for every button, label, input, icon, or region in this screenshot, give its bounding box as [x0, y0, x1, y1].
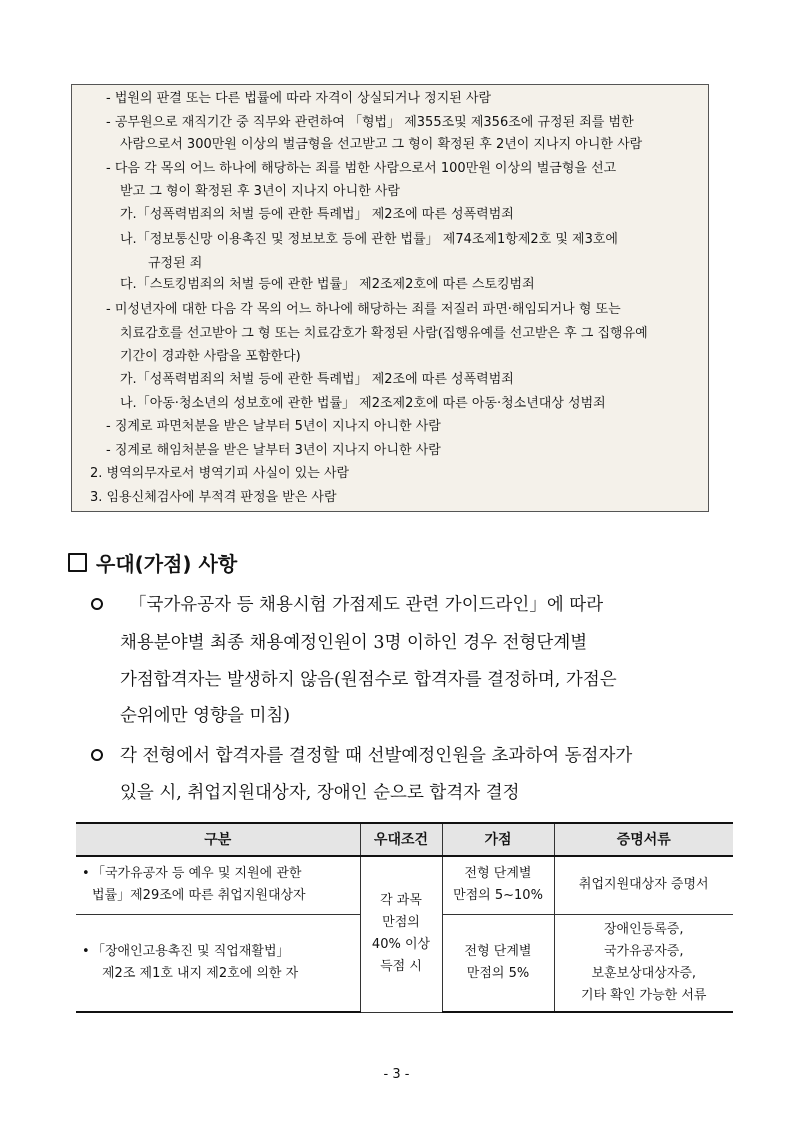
- header-points: 가점: [442, 823, 554, 856]
- points-cell: [442, 914, 554, 1012]
- header-documents: 증명서류: [554, 823, 733, 856]
- bullet-line: 순위에만 영향을 미침): [120, 706, 291, 726]
- points-text: 전형 단계별: [464, 943, 532, 959]
- box-line: - 공무원으로 재직기간 중 직무와 관련하여 「형법」 제355조및 제356조에 규정된 죄를 범한: [106, 115, 634, 130]
- box-line: 가.「성폭력범죄의 처벌 등에 관한 특례법」 제2조에 따른 성폭력범죄: [120, 372, 514, 387]
- bullet-line: 가점합격자는 발생하지 않음(원점수로 합격자를 결정하며, 가점은: [120, 670, 617, 690]
- box-line: - 징계로 해임처분을 받은 날부터 3년이 지나지 아니한 사람: [106, 443, 441, 458]
- box-line: 기간이 경과한 사람을 포함한다): [120, 349, 301, 364]
- checkbox-icon: [68, 553, 87, 572]
- page-number: - 3 -: [383, 1067, 410, 1082]
- points-text: 전형 단계별: [464, 866, 532, 882]
- document-text: 기타 확인 가능한 서류: [581, 987, 707, 1003]
- box-line: 나.「아동·청소년의 성보호에 관한 법률」 제2조제2호에 따른 아동·청소년대상 성범죄: [120, 396, 606, 411]
- condition-text: 만점의: [382, 915, 420, 931]
- category-cell: [76, 856, 360, 914]
- documents-cell: [554, 856, 733, 914]
- category-cell: [76, 914, 360, 1012]
- box-line: 나.「정보통신망 이용촉진 및 정보보호 등에 관한 법률」 제74조제1항제2호 및 제3호에: [120, 232, 618, 247]
- condition-text: 각 과목: [380, 893, 422, 909]
- disqualification-box: [71, 84, 709, 512]
- box-line: 규정된 죄: [148, 256, 203, 271]
- bullet-line: 각 전형에서 합격자를 결정할 때 선발예정인원을 초과하여 동점자가: [120, 746, 633, 766]
- category-text: 「국가유공자 등 예우 및 지원에 관한: [92, 866, 302, 882]
- box-line: - 법원의 판결 또는 다른 법률에 따라 자격이 상실되거나 정지된 사람: [106, 91, 492, 106]
- points-cell: [442, 856, 554, 914]
- document-text: 취업지원대상자 증명서: [578, 877, 709, 893]
- box-line: 사람으로서 300만원 이상의 벌금형을 선고받고 그 형이 확정된 후 2년이 지나지 아니한 사람: [120, 137, 643, 152]
- bullet-line: 채용분야별 최종 채용예정인원이 3명 이하인 경우 전형단계별: [120, 633, 588, 653]
- document-text: 국가유공자증,: [604, 943, 684, 959]
- bullet-line: 있을 시, 취업지원대상자, 장애인 순으로 합격자 결정: [120, 783, 520, 803]
- box-line: 받고 그 형이 확정된 후 3년이 지나지 아니한 사람: [120, 184, 400, 199]
- box-line: 치료감호를 선고받아 그 형 또는 치료감호가 확정된 사람(집행유예를 선고받은 후 그 집행유예: [120, 326, 648, 341]
- condition-cell: [360, 856, 442, 1012]
- documents-cell: [554, 914, 733, 1012]
- category-text: 제2조 제1호 내지 제2호에 의한 자: [102, 965, 299, 981]
- category-text: 「장애인고용촉진 및 직업재활법」: [92, 943, 290, 959]
- bullet-dot: •: [82, 943, 90, 959]
- box-line: 2. 병역의무자로서 병역기피 사실이 있는 사람: [90, 466, 350, 481]
- section-title: 우대(가점) 사항: [96, 551, 238, 576]
- points-text: 만점의 5~10%: [453, 888, 543, 904]
- circle-bullet-icon: [91, 749, 103, 761]
- section-heading: [68, 547, 237, 577]
- box-line: 가.「성폭력범죄의 처벌 등에 관한 특례법」 제2조에 따른 성폭력범죄: [120, 207, 514, 222]
- table-header-row: [76, 823, 733, 856]
- condition-text: 40% 이상: [371, 937, 431, 953]
- box-line: 3. 임용신체검사에 부적격 판정을 받은 사람: [90, 490, 337, 505]
- header-condition: 우대조건: [360, 823, 442, 856]
- condition-text: 득점 시: [380, 959, 422, 975]
- document-text: 보훈보상대상자증,: [591, 965, 697, 981]
- table-row: [76, 856, 733, 914]
- category-text: 법률」제29조에 따른 취업지원대상자: [92, 888, 306, 904]
- header-category: 구분: [76, 823, 360, 856]
- points-text: 만점의 5%: [466, 965, 530, 981]
- box-line: - 징계로 파면처분을 받은 날부터 5년이 지나지 아니한 사람: [106, 419, 441, 434]
- box-line: - 다음 각 목의 어느 하나에 해당하는 죄를 범한 사람으로서 100만원 이상의 벌금형을 선고: [106, 161, 617, 176]
- bullet-line: 「국가유공자 등 채용시험 가점제도 관련 가이드라인」에 따라: [129, 595, 604, 615]
- circle-bullet-icon: [91, 598, 103, 610]
- preference-table: [76, 822, 733, 1013]
- box-line: 다.「스토킹범죄의 처벌 등에 관한 법률」 제2조제2호에 따른 스토킹범죄: [120, 277, 535, 292]
- bullet-dot: •: [82, 866, 90, 882]
- box-line: - 미성년자에 대한 다음 각 목의 어느 하나에 해당하는 죄를 저질러 파면·해임되거나 형 또는: [106, 302, 621, 317]
- document-text: 장애인등록증,: [604, 921, 684, 937]
